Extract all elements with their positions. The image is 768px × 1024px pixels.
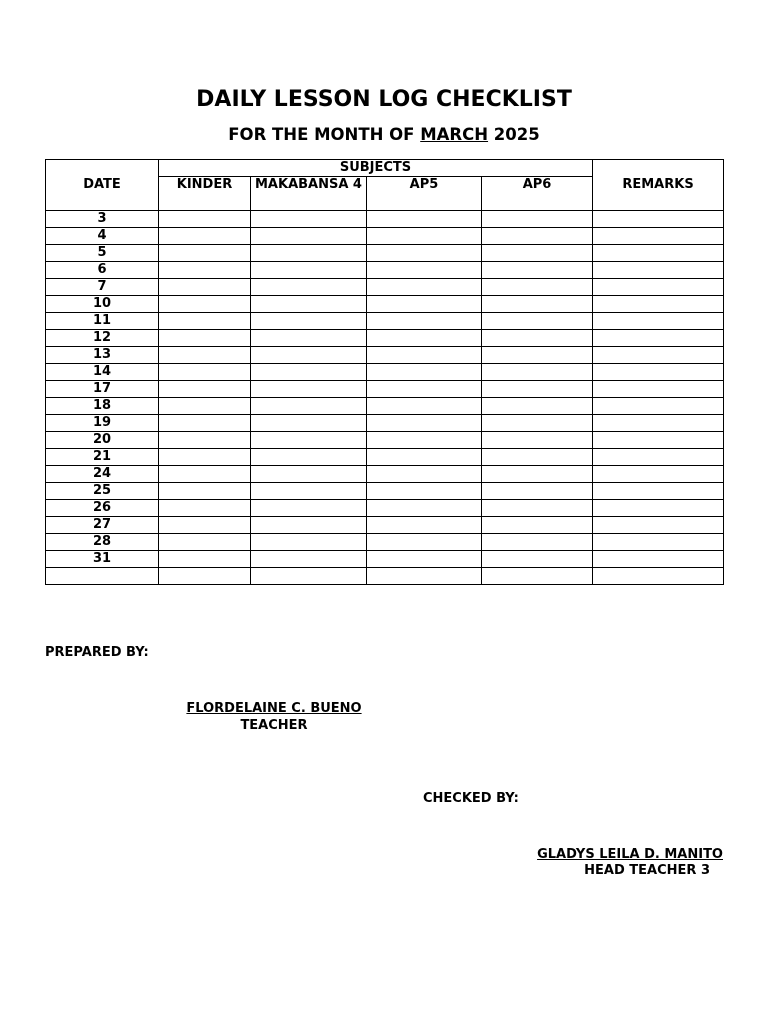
- ap5-cell: [367, 568, 482, 585]
- ap5-cell: [367, 415, 482, 432]
- makabansa-cell: [251, 245, 367, 262]
- ap6-cell: [482, 228, 593, 245]
- date-cell: 13: [46, 347, 159, 364]
- date-cell: 5: [46, 245, 159, 262]
- remarks-cell: [593, 500, 724, 517]
- kinder-cell: [159, 313, 251, 330]
- makabansa-cell: [251, 534, 367, 551]
- kinder-cell: [159, 517, 251, 534]
- makabansa-cell: [251, 398, 367, 415]
- remarks-cell: [593, 449, 724, 466]
- ap6-cell: [482, 517, 593, 534]
- ap5-cell: [367, 483, 482, 500]
- remarks-cell: [593, 483, 724, 500]
- remarks-cell: [593, 517, 724, 534]
- ap5-cell: [367, 432, 482, 449]
- kinder-cell: [159, 296, 251, 313]
- remarks-cell: [593, 330, 724, 347]
- ap6-cell: [482, 483, 593, 500]
- kinder-cell: [159, 449, 251, 466]
- table-row: [46, 347, 724, 364]
- ap5-cell: [367, 296, 482, 313]
- ap5-cell: [367, 262, 482, 279]
- makabansa-cell: [251, 449, 367, 466]
- kinder-cell: [159, 551, 251, 568]
- ap6-cell: [482, 279, 593, 296]
- ap5-cell: [367, 228, 482, 245]
- prepared-by-name: FLORDELAINE C. BUENO: [186, 701, 362, 716]
- ap5-cell: [367, 330, 482, 347]
- ap5-cell: [367, 364, 482, 381]
- kinder-cell: [159, 466, 251, 483]
- ap6-cell: [482, 245, 593, 262]
- ap6-cell: [482, 551, 593, 568]
- date-cell: 25: [46, 483, 159, 500]
- table-row: [46, 381, 724, 398]
- remarks-cell: [593, 364, 724, 381]
- makabansa-cell: [251, 296, 367, 313]
- table-row: [46, 279, 724, 296]
- table-row: [46, 483, 724, 500]
- date-cell: 31: [46, 551, 159, 568]
- ap5-cell: [367, 279, 482, 296]
- remarks-cell: [593, 245, 724, 262]
- date-header: DATE: [46, 160, 159, 211]
- kinder-cell: [159, 279, 251, 296]
- makabansa-cell: [251, 211, 367, 228]
- document-title: DAILY LESSON LOG CHECKLIST: [196, 87, 572, 112]
- date-cell: 4: [46, 228, 159, 245]
- kinder-cell: [159, 483, 251, 500]
- ap5-cell: [367, 313, 482, 330]
- subjects-header: SUBJECTS: [159, 160, 593, 177]
- remarks-cell: [593, 398, 724, 415]
- date-cell: 10: [46, 296, 159, 313]
- date-cell: [46, 568, 159, 585]
- document-subtitle: [0, 124, 768, 146]
- ap5-cell: [367, 449, 482, 466]
- date-cell: 14: [46, 364, 159, 381]
- remarks-cell: [593, 415, 724, 432]
- ap6-cell: [482, 381, 593, 398]
- ap5-cell: [367, 534, 482, 551]
- makabansa-cell: [251, 415, 367, 432]
- date-cell: 12: [46, 330, 159, 347]
- ap6-cell: [482, 534, 593, 551]
- table-row: [46, 500, 724, 517]
- table-row: [46, 466, 724, 483]
- makabansa-cell: [251, 330, 367, 347]
- table-row: [46, 330, 724, 347]
- ap6-cell: [482, 262, 593, 279]
- table-row: [46, 296, 724, 313]
- date-cell: 26: [46, 500, 159, 517]
- kinder-cell: [159, 364, 251, 381]
- ap5-cell: [367, 466, 482, 483]
- kinder-cell: [159, 500, 251, 517]
- subject-header-ap6: AP6: [482, 177, 593, 211]
- subject-header-ap5: AP5: [367, 177, 482, 211]
- ap6-cell: [482, 211, 593, 228]
- kinder-cell: [159, 381, 251, 398]
- remarks-cell: [593, 262, 724, 279]
- remarks-cell: [593, 228, 724, 245]
- remarks-cell: [593, 568, 724, 585]
- ap5-cell: [367, 398, 482, 415]
- table-row: [46, 228, 724, 245]
- makabansa-cell: [251, 262, 367, 279]
- date-cell: 19: [46, 415, 159, 432]
- table-row: [46, 517, 724, 534]
- prepared-by-label: PREPARED BY:: [45, 645, 149, 660]
- date-cell: 24: [46, 466, 159, 483]
- ap5-cell: [367, 381, 482, 398]
- ap6-cell: [482, 466, 593, 483]
- remarks-cell: [593, 466, 724, 483]
- remarks-cell: [593, 432, 724, 449]
- date-cell: 18: [46, 398, 159, 415]
- table-row: [46, 534, 724, 551]
- date-cell: 11: [46, 313, 159, 330]
- ap5-cell: [367, 551, 482, 568]
- table-row: [46, 432, 724, 449]
- makabansa-cell: [251, 568, 367, 585]
- ap6-cell: [482, 449, 593, 466]
- makabansa-cell: [251, 364, 367, 381]
- subtitle-year: 2025: [493, 125, 540, 144]
- kinder-cell: [159, 398, 251, 415]
- makabansa-cell: [251, 228, 367, 245]
- ap5-cell: [367, 211, 482, 228]
- makabansa-cell: [251, 466, 367, 483]
- ap6-cell: [482, 330, 593, 347]
- table-row: [46, 415, 724, 432]
- remarks-cell: [593, 347, 724, 364]
- ap6-cell: [482, 364, 593, 381]
- table-row: [46, 551, 724, 568]
- remarks-cell: [593, 313, 724, 330]
- date-cell: 20: [46, 432, 159, 449]
- subtitle-prefix: FOR THE MONTH OF: [228, 125, 415, 144]
- kinder-cell: [159, 262, 251, 279]
- makabansa-cell: [251, 500, 367, 517]
- makabansa-cell: [251, 347, 367, 364]
- ap5-cell: [367, 245, 482, 262]
- subject-header-kinder: KINDER: [159, 177, 251, 211]
- table-row: [46, 245, 724, 262]
- date-cell: 21: [46, 449, 159, 466]
- table-row: [46, 398, 724, 415]
- table-row: [46, 364, 724, 381]
- date-cell: 27: [46, 517, 159, 534]
- checked-by-name: GLADYS LEILA D. MANITO: [537, 847, 723, 862]
- remarks-cell: [593, 279, 724, 296]
- subtitle-month: MARCH: [420, 125, 489, 144]
- lesson-log-body: [46, 211, 724, 585]
- makabansa-cell: [251, 483, 367, 500]
- kinder-cell: [159, 245, 251, 262]
- ap5-cell: [367, 500, 482, 517]
- date-cell: 28: [46, 534, 159, 551]
- ap6-cell: [482, 398, 593, 415]
- ap6-cell: [482, 296, 593, 313]
- remarks-cell: [593, 211, 724, 228]
- lesson-log-table: [45, 159, 724, 585]
- date-cell: 6: [46, 262, 159, 279]
- remarks-cell: [593, 534, 724, 551]
- table-row: [46, 211, 724, 228]
- table-row: [46, 449, 724, 466]
- checked-by-role: HEAD TEACHER 3: [584, 863, 710, 878]
- ap6-cell: [482, 415, 593, 432]
- ap5-cell: [367, 517, 482, 534]
- makabansa-cell: [251, 279, 367, 296]
- makabansa-cell: [251, 381, 367, 398]
- checked-by-label: CHECKED BY:: [423, 791, 519, 806]
- makabansa-cell: [251, 432, 367, 449]
- kinder-cell: [159, 534, 251, 551]
- ap6-cell: [482, 347, 593, 364]
- table-row: [46, 313, 724, 330]
- kinder-cell: [159, 228, 251, 245]
- makabansa-cell: [251, 551, 367, 568]
- prepared-by-role: TEACHER: [240, 718, 308, 733]
- ap6-cell: [482, 500, 593, 517]
- kinder-cell: [159, 211, 251, 228]
- kinder-cell: [159, 415, 251, 432]
- table-row: [46, 568, 724, 585]
- makabansa-cell: [251, 517, 367, 534]
- date-cell: 3: [46, 211, 159, 228]
- table-row: [46, 262, 724, 279]
- makabansa-cell: [251, 313, 367, 330]
- remarks-cell: [593, 551, 724, 568]
- kinder-cell: [159, 432, 251, 449]
- remarks-cell: [593, 296, 724, 313]
- kinder-cell: [159, 330, 251, 347]
- kinder-cell: [159, 568, 251, 585]
- ap6-cell: [482, 313, 593, 330]
- ap6-cell: [482, 432, 593, 449]
- kinder-cell: [159, 347, 251, 364]
- ap5-cell: [367, 347, 482, 364]
- date-cell: 17: [46, 381, 159, 398]
- date-cell: 7: [46, 279, 159, 296]
- subject-header-makabansa: MAKABANSA 4: [251, 177, 367, 211]
- remarks-header: REMARKS: [593, 160, 724, 211]
- ap6-cell: [482, 568, 593, 585]
- remarks-cell: [593, 381, 724, 398]
